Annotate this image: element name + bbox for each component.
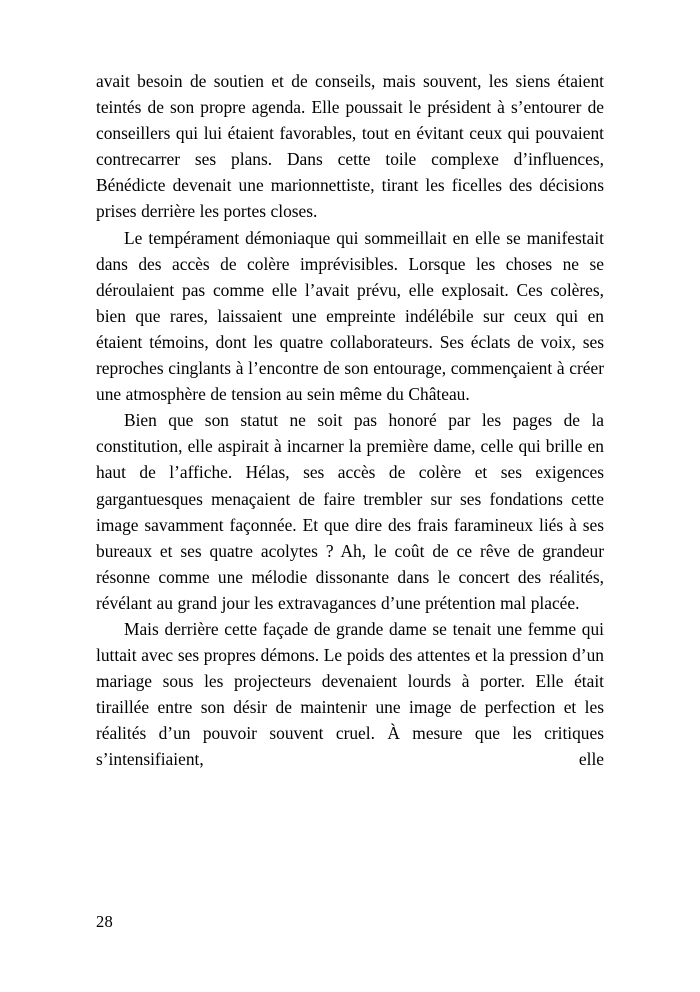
paragraph-2: Le tempérament démoniaque qui sommeillait en elle se manifestait dans des accès de colère imprévisibles. Lorsque les choses ne se déroulaient pas comme elle l’avait prévu, elle explosait. Ces colères, bien que rares, laissaient une empreinte indélébile sur ceux qui en étaient témoins, dont les quatre collaborateurs. Ses éclats de voix, ses reproches cinglants à l’encontre de son entourage, commençaient à créer une atmosphère de tension au sein même du Château. bbox=[96, 227, 604, 405]
page-number: 28 bbox=[96, 912, 113, 931]
paragraph-1: avait besoin de soutien et de conseils, mais souvent, les siens étaient teintés de son propre agenda. Elle poussait le président à s’entourer de conseillers qui lui étaient favorables, tout en évitant ceux qui pouvaient contrecarrer ses plans. Dans cette toile complexe d’influences, Bénédicte devenait une marionnettiste, tirant les ficelles des décisions prises derrière les portes closes. bbox=[96, 71, 604, 222]
paragraph-3: Bien que son statut ne soit pas honoré par les pages de la constitution, elle aspirait à incarner la première dame, celle qui brille en haut de l’affiche. Hélas, ses accès de colère et ses exigences gargantuesques menaçaient de faire trembler sur ses fondations cette image savamment façonnée. Et que dire des frais faramineux liés à ses bureaux et ses quatre acolytes ? Ah, le coût de ce rêve de grandeur résonne comme une mélodie dissonante dans le concert des réalités, révélant au grand jour les extravagances d’une prétention mal placée. bbox=[96, 410, 604, 613]
page-text-block bbox=[96, 68, 604, 773]
paragraph-4: Mais derrière cette façade de grande dame se tenait une femme qui luttait avec ses propres démons. Le poids des attentes et la pression d’un mariage sous les projecteurs devenaient lourds à porter. Elle était tiraillée entre son désir de maintenir une image de perfection et les réalités d’un pouvoir souvent cruel. À mesure que les critiques s’intensifiaient, elle bbox=[96, 618, 604, 770]
